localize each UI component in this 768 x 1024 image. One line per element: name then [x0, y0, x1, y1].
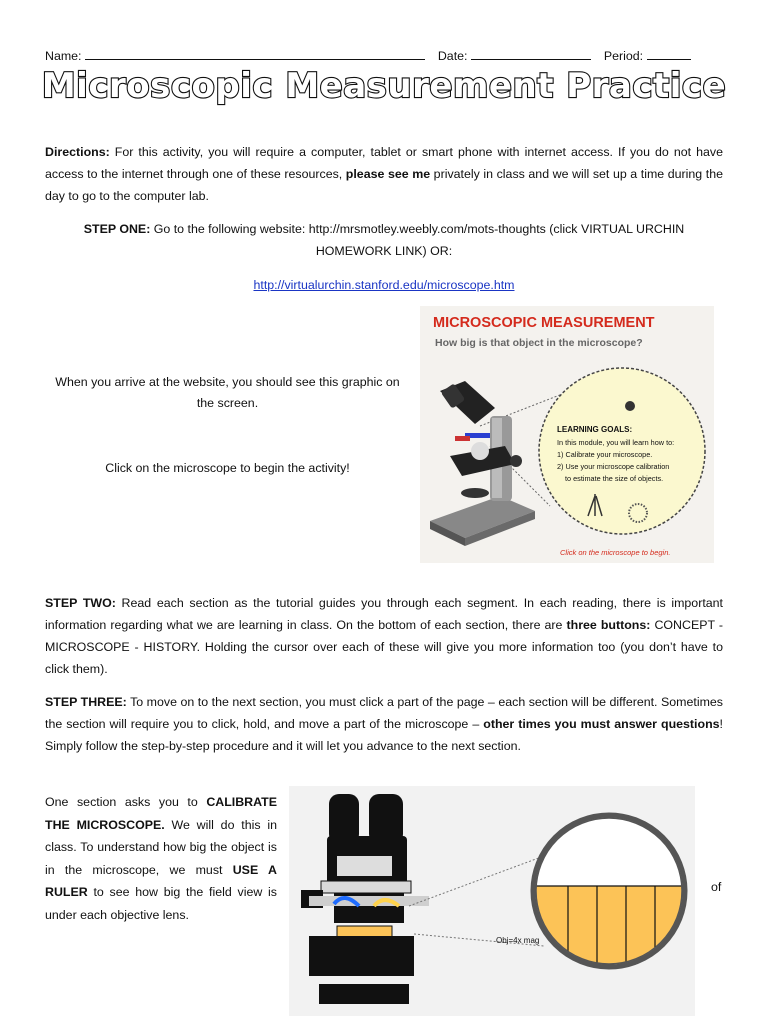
click-text: Click on the microscope to begin the activity! [105, 461, 350, 475]
graphic-subtitle: How big is that object in the microscope? [435, 337, 643, 349]
click-hint: Click on the microscope to begin. [560, 548, 671, 557]
step-two-bold: three buttons: [566, 618, 651, 632]
ruler-graphic [289, 786, 695, 1016]
of-word: of [711, 880, 722, 894]
goal-2: 2) Use your microscope calibration [557, 462, 670, 471]
header-line [45, 47, 725, 63]
step-one-link-row [45, 274, 723, 296]
goals-title: LEARNING GOALS: [557, 425, 633, 434]
date-blank[interactable] [471, 47, 591, 60]
step-one-paragraph [45, 218, 723, 262]
calibrate-bold-2: USE A RULER [45, 862, 277, 899]
obj-label: Obj=4x mag [496, 936, 540, 945]
date-label: Date: [437, 49, 468, 63]
directions-bold: please see me [345, 167, 431, 181]
goal-2b: to estimate the size of objects. [565, 474, 664, 483]
calibrate-bold-1: CALIBRATE THE MICROSCOPE. [45, 795, 277, 832]
goals-intro: In this module, you will learn how to: [557, 438, 675, 447]
directions-paragraph [45, 141, 723, 207]
page-title: Microscopic Measurement Practice [41, 66, 727, 106]
period-label: Period: [603, 49, 644, 63]
step-two-text-1: Read each section as the tutorial guides you through each segment. In each reading, there is important information regarding what we are learning in class. On the bottom of each section, there are [45, 596, 723, 632]
calibrate-paragraph [45, 791, 277, 926]
step-three-text-2: ! Simply follow the step-by-step procedure and it will let you advance to the next section. [45, 717, 723, 753]
goal-1: 1) Calibrate your microscope. [557, 450, 653, 459]
step-three-bold: other times you must answer questions [483, 717, 720, 731]
ruler-graphic-svg [289, 786, 695, 1016]
step-three-paragraph [45, 691, 723, 757]
zoom-line-top-2 [409, 856, 544, 906]
calibrate-text-1: One section asks you to [45, 795, 207, 809]
directions-text-2: privately in class and we will set up a time during the day to go to the computer lab. [45, 167, 723, 203]
step-two-label: STEP TWO: [45, 596, 116, 610]
microscope-illustration[interactable] [430, 381, 535, 546]
step-three-text-1: To move on to the next section, you must click a part of the page – each section will be different. Sometimes the section will require you to click, hold, and move a part of the microscope – [45, 695, 723, 731]
website-graphic-svg [420, 306, 714, 563]
directions-label: Directions: [45, 145, 110, 159]
calibrate-text-3: to see how big the field view is under each objective lens. [45, 885, 277, 922]
step-one-label: STEP ONE: [83, 222, 151, 236]
step-two-paragraph [45, 592, 723, 680]
urchin-link[interactable]: http://virtualurchin.stanford.edu/microscope.htm [253, 278, 515, 292]
specimen-blob-icon [625, 401, 635, 411]
step-three-label: STEP THREE: [45, 695, 127, 709]
name-blank[interactable] [85, 47, 425, 60]
step-two-text-2: CONCEPT - MICROSCOPE - HISTORY. Holding the cursor over each of these will give you more information too (you don’t have to click them). [45, 618, 723, 676]
period-blank[interactable] [647, 47, 691, 60]
graphic-title: MICROSCOPIC MEASUREMENT [433, 315, 655, 331]
arrive-text: When you arrive at the website, you should see this graphic on the screen. [55, 375, 400, 410]
directions-text-1: For this activity, you will require a computer, tablet or smart phone with internet access. If you do not have access to the internet through one of these resources, [45, 145, 723, 181]
website-graphic [420, 306, 714, 563]
step-one-text: Go to the following website: http://mrsmotley.weebly.com/mots-thoughts (click VIRTUAL URCHIN HOMEWORK LINK) OR: [150, 222, 685, 258]
name-label: Name: [45, 49, 82, 63]
microscope-ruler-illustration [301, 794, 429, 1004]
calibrate-text-2: We will do this in class. To understand how big the object is in the microscope, we must [45, 817, 277, 877]
